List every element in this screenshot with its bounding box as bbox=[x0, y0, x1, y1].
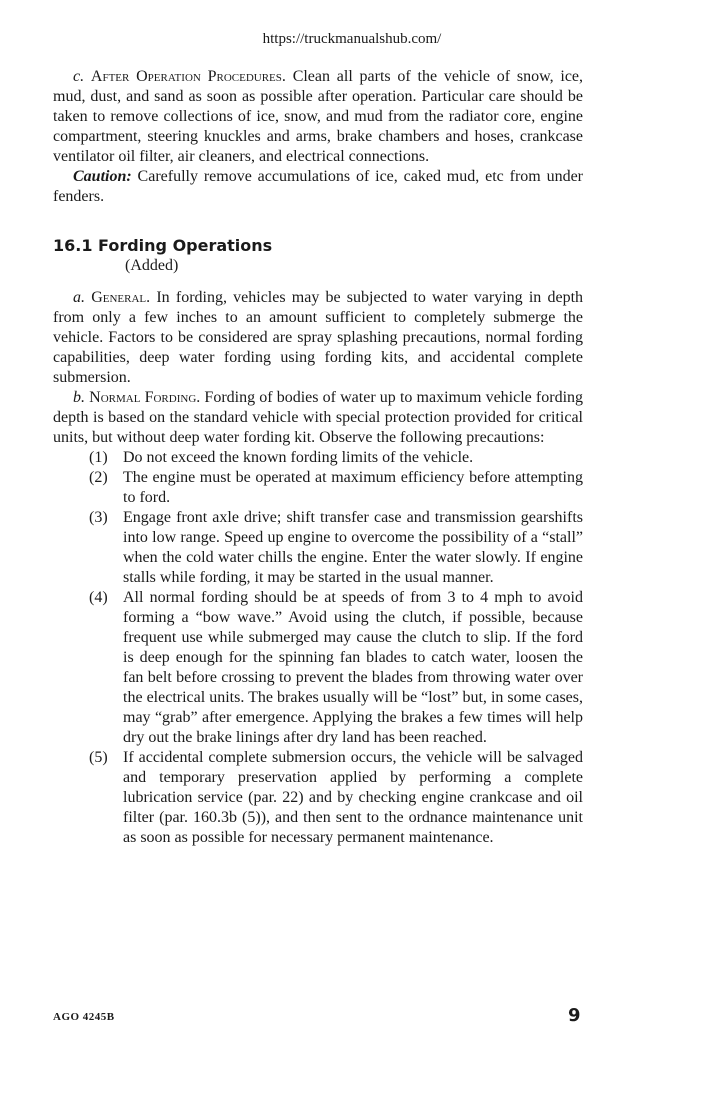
paragraph-general bbox=[53, 288, 583, 388]
item-text: If accidental complete submersion occurs, the vehicle will be salvaged and temporary preservation applied by performing a complete lubrication service (par. 22) and by checking engine crankcase and oil filter (par. 160.3b (5)), and then sent to the ordnance maintenance unit as soon as possible for necessary permanent maintenance. bbox=[123, 749, 583, 846]
page-body bbox=[53, 67, 583, 848]
list-item bbox=[53, 448, 583, 468]
document-id: AGO 4245B bbox=[53, 1011, 115, 1023]
source-url: https://truckmanualshub.com/ bbox=[262, 31, 442, 47]
item-text: The engine must be operated at maximum efficiency before attempting to ford. bbox=[123, 469, 583, 506]
list-item bbox=[53, 588, 583, 748]
list-item bbox=[53, 508, 583, 588]
paragraph-title: After Operation Procedures. bbox=[90, 68, 286, 85]
item-number: (2) bbox=[89, 469, 108, 486]
list-item bbox=[53, 748, 583, 848]
caution-note bbox=[53, 167, 583, 207]
section-subtitle: (Added) bbox=[125, 257, 179, 274]
paragraph-letter: b. bbox=[73, 389, 85, 406]
paragraph-title: General. bbox=[91, 289, 151, 306]
item-text: Do not exceed the known fording limits of the vehicle. bbox=[123, 449, 474, 466]
page-number: 9 bbox=[568, 1005, 581, 1026]
precautions-list bbox=[53, 448, 583, 848]
caution-text: Carefully remove accumulations of ice, caked mud, etc from under fenders. bbox=[53, 168, 583, 205]
item-number: (3) bbox=[89, 509, 108, 526]
paragraph-text: Fording of bodies of water up to maximum vehicle fording depth is based on the standard vehicle with special protection provided for critical units, but without deep water fording kit. Observe the following precautions: bbox=[53, 389, 584, 446]
caution-label: Caution: bbox=[73, 168, 132, 185]
item-text: Engage front axle drive; shift transfer case and transmission gearshifts into low range. Speed up engine to overcome the possibility of a “stall” when the cold water chills the engine. Enter the water slowly. If engine stalls while fording, it may be started in the usual manner. bbox=[123, 509, 583, 586]
item-number: (1) bbox=[89, 449, 108, 466]
item-number: (5) bbox=[89, 749, 108, 766]
paragraph-text: Clean all parts of the vehicle of snow, ice, mud, dust, and sand as soon as possible after operation. Particular care should be taken to remove collections of ice, snow, and mud from the radiator core, engine compartment, steering knuckles and arms, brake chambers and hoses, crankcase ventilator oil filter, air cleaners, and electrical connections. bbox=[53, 68, 584, 165]
paragraph-letter: c. bbox=[73, 68, 85, 85]
list-item bbox=[53, 468, 583, 508]
paragraph-title: Normal Fording. bbox=[89, 389, 201, 406]
paragraph-after-operation bbox=[53, 67, 583, 167]
section-heading: 16.1 Fording Operations bbox=[53, 236, 273, 255]
paragraph-letter: a. bbox=[73, 289, 85, 306]
item-number: (4) bbox=[89, 589, 108, 606]
paragraph-normal-fording bbox=[53, 388, 583, 448]
item-text: All normal fording should be at speeds of from 3 to 4 mph to avoid forming a “bow wave.” Avoid using the clutch, if possible, because frequent use while submerged may cause the clutch to slip. If the ford is deep enough for the spinning fan blades to catch water, loosen the fan belt before crossing to prevent the blades from throwing water over the electrical units. The brakes usually will be “lost” but, in some cases, may “grab” after emergence. Applying the brakes a few times will help dry out the brake linings after dry land has been reached. bbox=[123, 589, 583, 746]
paragraph-text: In fording, vehicles may be subjected to water varying in depth from only a few inches to an amount sufficient to completely submerge the vehicle. Factors to be considered are spray splashing precautions, normal fording capabilities, deep water fording using fording kits, and accidental complete submersion. bbox=[53, 289, 584, 386]
